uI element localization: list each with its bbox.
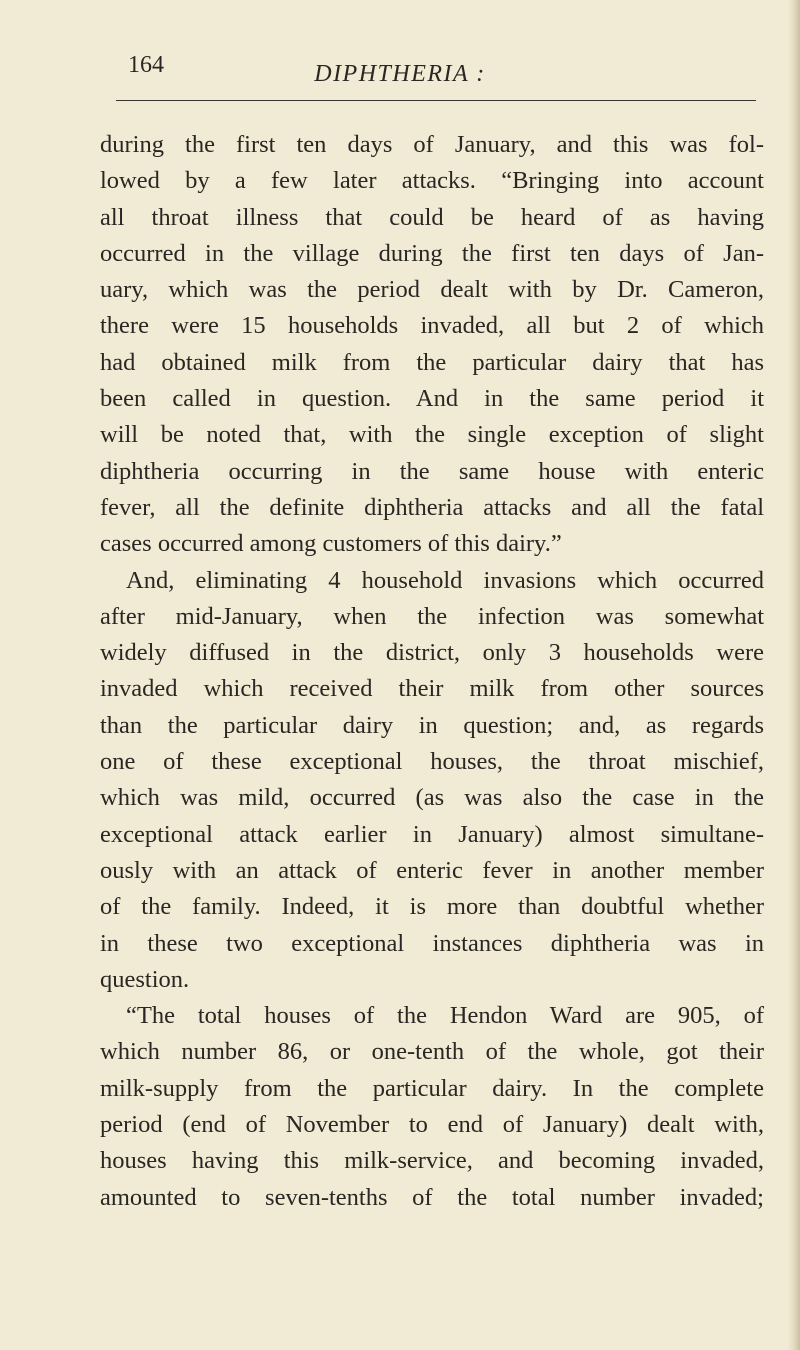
text-line: in these two exceptional instances diphtheria was in	[100, 929, 764, 957]
text-line: during the first ten days of January, and this was fol-	[100, 131, 764, 158]
text-line: lowed by a few later attacks. “Bringing into account	[100, 167, 764, 195]
page-edge-shadow	[788, 0, 800, 1350]
text-line: period (end of November to end of January) dealt with,	[100, 1111, 764, 1139]
text-line: ously with an attack of enteric fever in another member	[100, 856, 764, 884]
text-line: occurred in the village during the first ten days of Jan-	[100, 239, 764, 267]
text-line: all throat illness that could be heard of as having	[100, 203, 764, 231]
text-line: widely diffused in the district, only 3 households were	[100, 639, 764, 667]
text-line: after mid-January, when the infection was somewhat	[100, 602, 764, 630]
header-rule	[116, 100, 756, 101]
text-line: had obtained milk from the particular dairy that has	[100, 348, 764, 376]
page-number: 164	[128, 52, 164, 78]
text-line: which number 86, or one-tenth of the whole, got their	[100, 1038, 764, 1066]
text-line: fever, all the definite diphtheria attacks and all the fatal	[100, 493, 764, 521]
text-line: there were 15 households invaded, all but 2 of which	[100, 312, 764, 340]
text-line: uary, which was the period dealt with by Dr. Cameron,	[100, 276, 764, 304]
text-line: exceptional attack earlier in January) almost simultane-	[100, 820, 764, 848]
text-line: And, eliminating 4 household invasions which occurred	[126, 566, 764, 594]
text-line: amounted to seven-tenths of the total number invaded;	[100, 1183, 764, 1211]
text-line: question.	[100, 965, 190, 993]
text-line: diphtheria occurring in the same house with enteric	[100, 457, 764, 485]
running-head: DIPHTHERIA :	[314, 61, 486, 87]
text-line: houses having this milk-service, and becoming invaded,	[100, 1147, 764, 1175]
text-line: invaded which received their milk from other sources	[100, 675, 764, 703]
text-line: been called in question. And in the same period it	[100, 385, 764, 413]
text-line: than the particular dairy in question; and, as regards	[100, 711, 764, 739]
text-line: cases occurred among customers of this dairy.”	[100, 530, 562, 558]
text-line: of the family. Indeed, it is more than doubtful whether	[100, 893, 764, 921]
body-text	[100, 127, 764, 1216]
text-line: “The total houses of the Hendon Ward are 905, of	[126, 1002, 764, 1030]
text-line: milk-supply from the particular dairy. In the complete	[100, 1074, 764, 1102]
text-line: will be noted that, with the single exception of slight	[100, 421, 764, 449]
text-line: one of these exceptional houses, the throat mischief,	[100, 748, 764, 776]
text-line: which was mild, occurred (as was also the case in the	[100, 784, 764, 812]
